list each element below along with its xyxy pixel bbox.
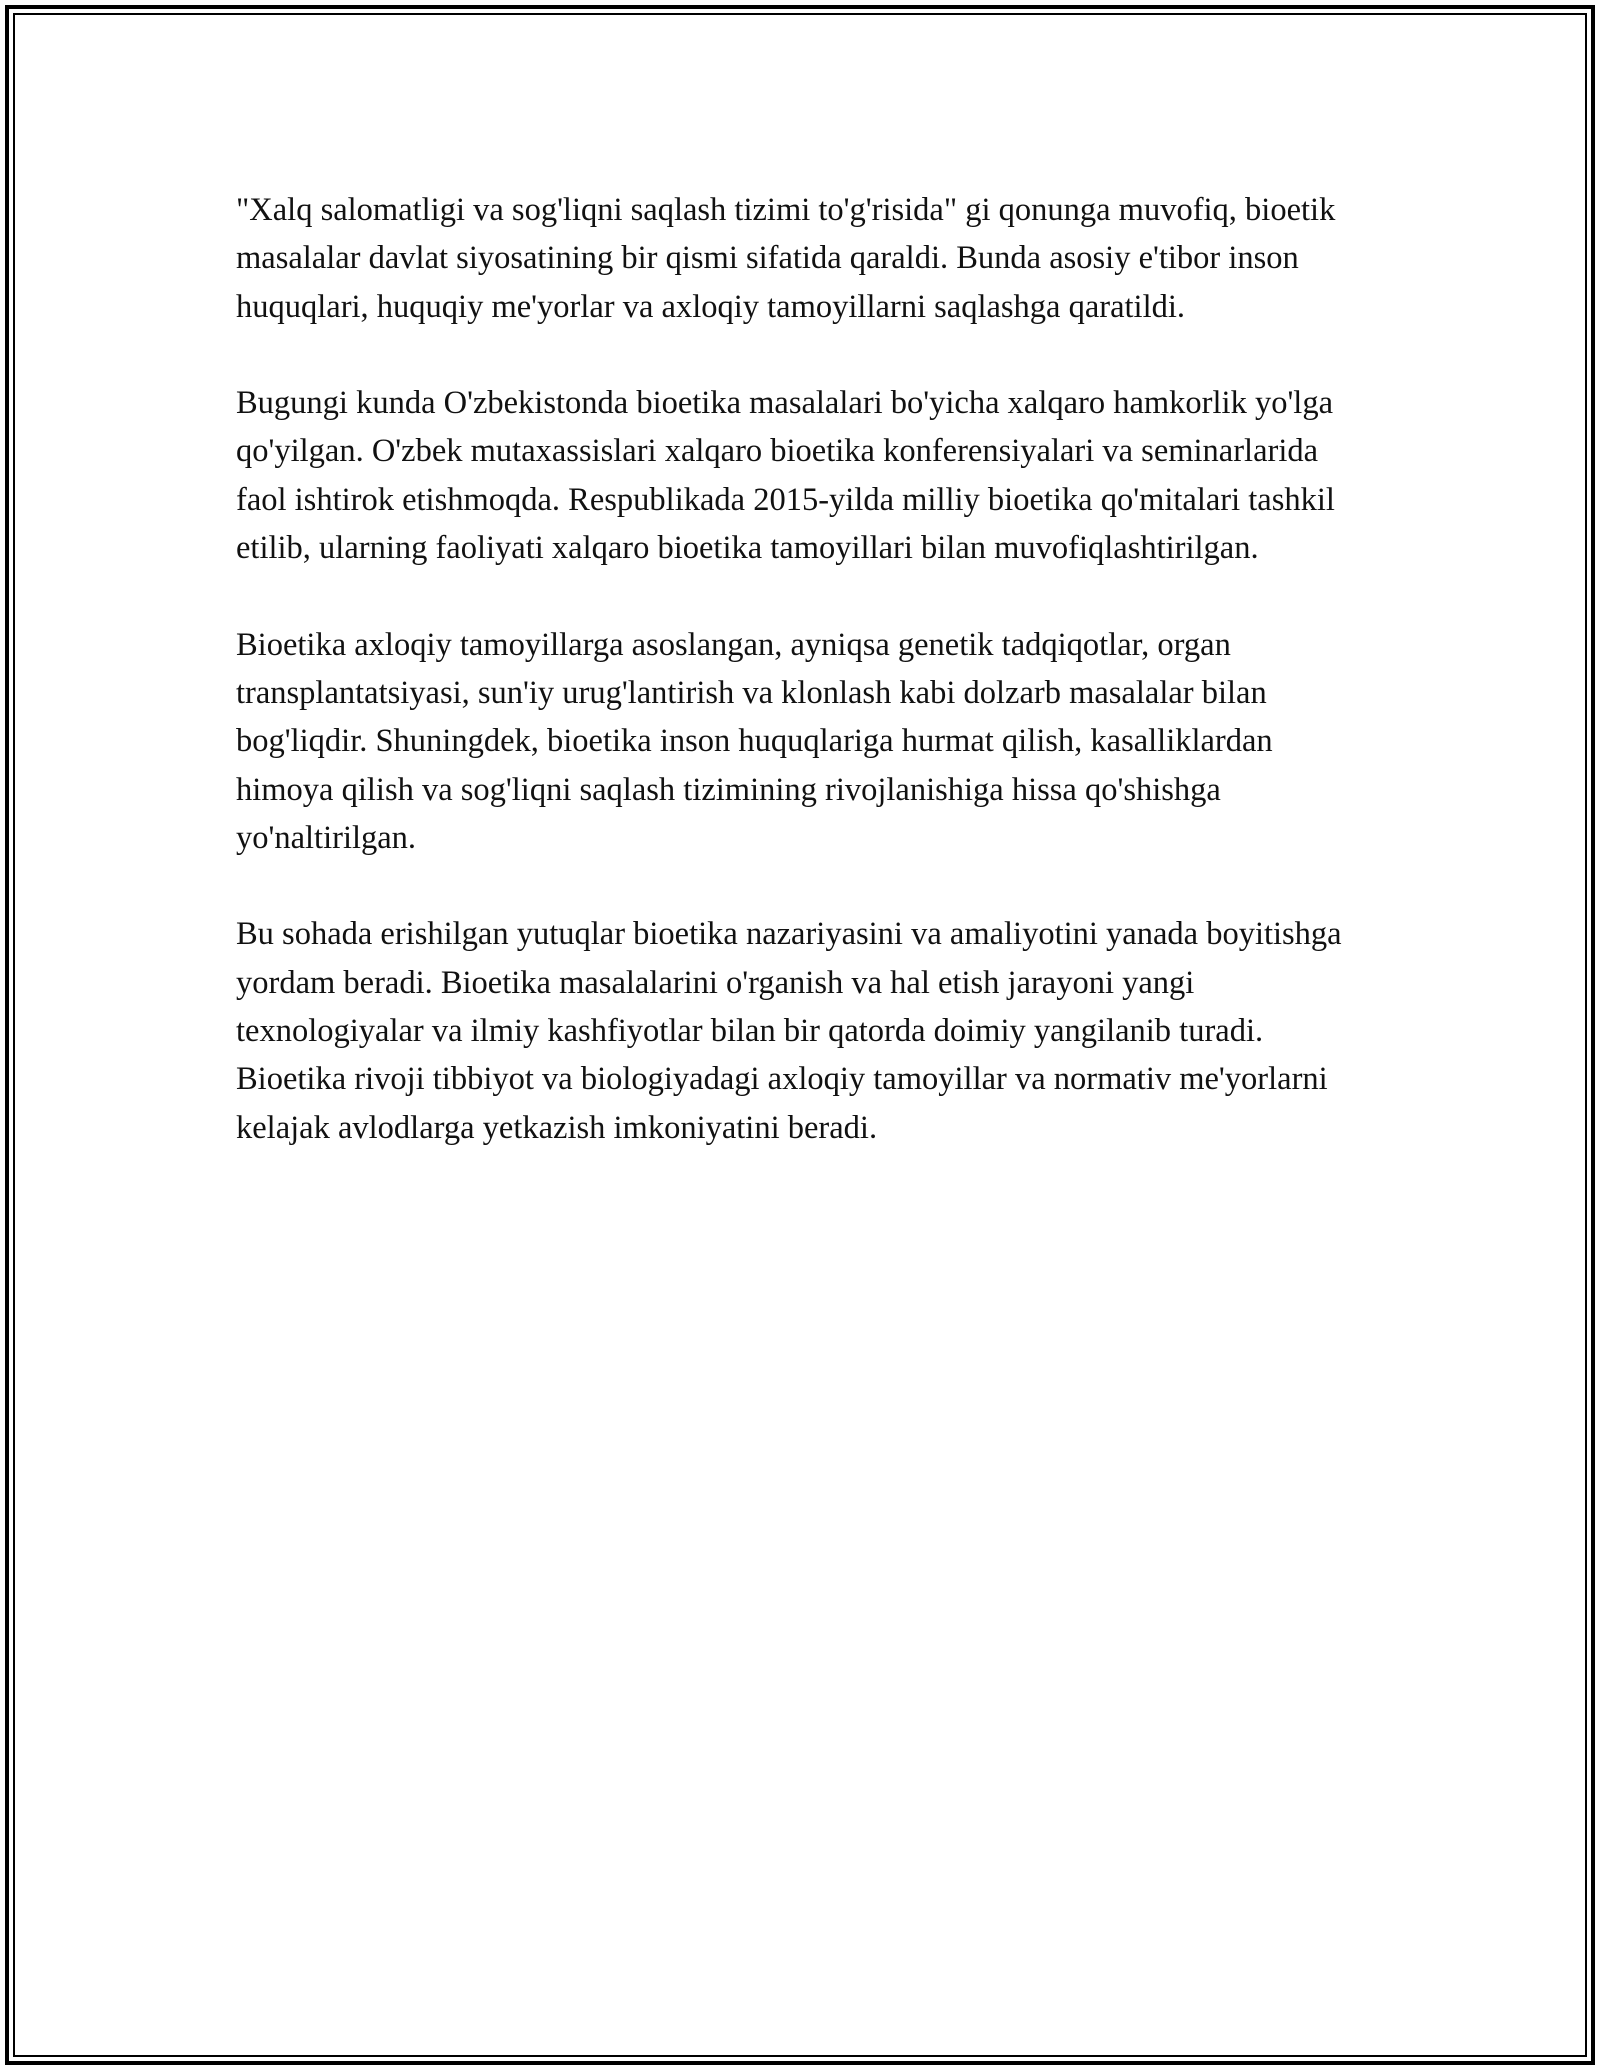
document-body — [236, 186, 1376, 1200]
paragraph-2: Bugungi kunda O'zbekistonda bioetika masalalari bo'yicha xalqaro hamkorlik yo'lga qo'yilgan. O'zbek mutaxassislari xalqaro bioetika konferensiyalari va seminarlarida faol ishtirok etishmoqda. Respublikada 2015-yilda milliy bioetika qo'mitalari tashkil etilib, ularning faoliyati xalqaro bioetika tamoyillari bilan muvofiqlashtirilgan. — [236, 385, 1335, 567]
paragraph-3: Bioetika axloqiy tamoyillarga asoslangan, ayniqsa genetik tadqiqotlar, organ transplantatsiyasi, sun'iy urug'lantirish va klonlash kabi dolzarb masalalar bilan bog'liqdir. Shuningdek, bioetika inson huquqlariga hurmat qilish, kasalliklardan himoya qilish va sog'liqni saqlash tizimining rivojlanishiga hissa qo'shishga yo'naltirilgan. — [236, 626, 1273, 856]
paragraph-1: "Xalq salomatligi va sog'liqni saqlash tizimi to'g'risida" gi qonunga muvofiq, bioetik masalalar davlat siyosatining bir qismi sifatida qaraldi. Bunda asosiy e'tibor inson huquqlari, huquqiy me'yorlar va axloqiy tamoyillarni saqlashga qaratildi. — [236, 192, 1336, 325]
paragraph-4: Bu sohada erishilgan yutuqlar bioetika nazariyasini va amaliyotini yanada boyitishga yordam beradi. Bioetika masalalarini o'rganish va hal etish jarayoni yangi texnologiyalar va ilmiy kashfiyotlar bilan bir qatorda doimiy yangilanib turadi. Bioetika rivoji tibbiyot va biologiyadagi axloqiy tamoyillar va normativ me'yorlarni kelajak avlodlarga yetkazish imkoniyatini beradi. — [236, 916, 1342, 1146]
